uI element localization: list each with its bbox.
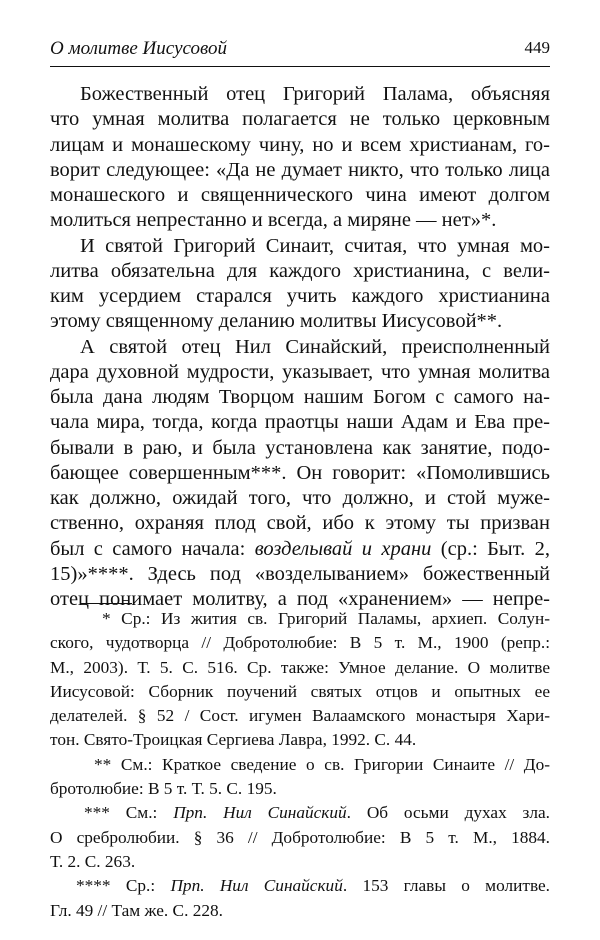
text-run: лицам и монашескому чину, но и всем христианам, го- (50, 133, 550, 156)
text-line (50, 537, 550, 562)
text-line (50, 461, 550, 486)
text-run: **** Ср.: (76, 876, 171, 896)
text-run: этому священному деланию молитвы Иисусовой**. (50, 310, 503, 333)
text-run: был с самого начала: (50, 537, 255, 560)
text-line (50, 436, 550, 461)
text-run: Гл. 49 // Там же. С. 228. (50, 900, 223, 920)
text-line (50, 183, 550, 208)
text-run: ** См.: Краткое сведение о св. Григории Синаите // До- (94, 754, 550, 774)
text-line (50, 158, 550, 183)
footnote-line (50, 704, 550, 728)
running-title: О молитве Иисусовой (50, 38, 227, 59)
text-run: бающее совершенным***. Он говорит: «Помолившись (50, 461, 550, 484)
footnote-line (50, 801, 550, 825)
italic-text: Прп. Нил Синайский (170, 876, 343, 896)
text-run: монашеского и священнического чина имеют долгом (50, 184, 550, 206)
text-line (50, 133, 550, 158)
footnote-line (50, 753, 550, 777)
text-line (50, 410, 550, 435)
footnote-line (50, 728, 550, 752)
text-run: М., 2003). Т. 5. С. 516. Ср. также: Умное делание. О молитве (50, 657, 550, 677)
text-line (50, 511, 550, 536)
text-line (50, 385, 550, 410)
text-run: Божественный отец Григорий Палама, объясняя (80, 83, 550, 105)
text-line (50, 309, 550, 334)
text-run: Т. 2. С. 263. (50, 851, 136, 871)
text-line (50, 562, 550, 587)
text-run: О сребролюбии. § 36 // Добротолюбие: В 5 т. М., 1884. (50, 827, 550, 847)
text-run: Иисусовой: Сборник поучений святых отцов и опытных ее (50, 681, 550, 701)
running-header (50, 36, 550, 67)
footnote-line (50, 850, 550, 874)
text-line (50, 82, 550, 107)
text-run: . Об осьми духах зла. (346, 803, 550, 823)
text-line (50, 335, 550, 360)
text-line (50, 360, 550, 385)
footnote-line (50, 899, 550, 923)
text-line (50, 486, 550, 511)
text-run: молиться непрестанно и всегда, а миряне — нет»*. (50, 209, 497, 232)
footnote-line (50, 777, 550, 801)
text-run: литва обязательна для каждого христианина, с вели- (50, 259, 550, 282)
text-run: * Ср.: Из жития св. Григорий Паламы, архиеп. Солун- (102, 609, 550, 628)
italic-text: Прп. Нил Синайский (173, 803, 347, 823)
footnote-line (50, 607, 550, 631)
text-run: 15)»****. Здесь под «возделыванием» божественный (50, 562, 550, 585)
main-text (50, 82, 550, 612)
text-run: ского, чудотворца // Добротолюбие: В 5 т. М., 1900 (репр.: (50, 633, 550, 653)
text-run: дара духовной мудрости, указывает, что умная молитва (50, 360, 550, 383)
text-run: А святой отец Нил Синайский, преисполненный (80, 335, 550, 358)
text-run: была дана людям Творцом нашим Богом с самого на- (50, 386, 550, 408)
text-run: чала мира, тогда, когда праотцы наши Адам и Ева пре- (50, 411, 550, 434)
text-run: тон. Свято-Троицкая Сергиева Лавра, 1992. С. 44. (50, 730, 417, 750)
text-line (50, 259, 550, 284)
footnote-divider (80, 603, 132, 604)
text-run: что умная молитва полагается не только церковным (50, 108, 550, 131)
text-run: бротолюбие: В 5 т. Т. 5. С. 195. (50, 779, 277, 799)
text-run: И святой Григорий Синаит, считая, что умная мо- (80, 234, 550, 257)
footnotes (50, 607, 550, 923)
footnote-line (50, 656, 550, 680)
text-line (50, 107, 550, 132)
text-run: бывали в раю, и была установлена как занятие, подо- (50, 436, 550, 459)
italic-text: возделывай и храни (254, 537, 432, 560)
text-run: . 153 главы о молитве. (342, 876, 551, 896)
text-line (50, 234, 550, 259)
text-run: *** См.: (84, 803, 174, 823)
page-number: 449 (524, 38, 550, 57)
text-line (50, 208, 550, 233)
text-run: ким усердием старался учить каждого христианина (50, 285, 550, 307)
text-run: (ср.: Быт. 2, (431, 537, 550, 560)
footnote-line (50, 826, 550, 850)
text-line (50, 284, 550, 309)
text-run: делателей. § 52 / Сост. игумен Валаамского монастыря Хари- (50, 706, 550, 726)
text-run: ственно, охраняя плод свой, ибо к этому ты призван (50, 512, 550, 535)
text-run: отец понимает молитву, а под «хранением» — непре- (50, 588, 550, 610)
footnote-line (50, 680, 550, 704)
text-run: как должно, ожидай того, что должно, и стой муже- (50, 487, 550, 509)
text-run: ворит следующее: «Да не думает никто, что только лица (50, 158, 550, 181)
footnote-line (50, 874, 550, 898)
footnote-line (50, 631, 550, 655)
